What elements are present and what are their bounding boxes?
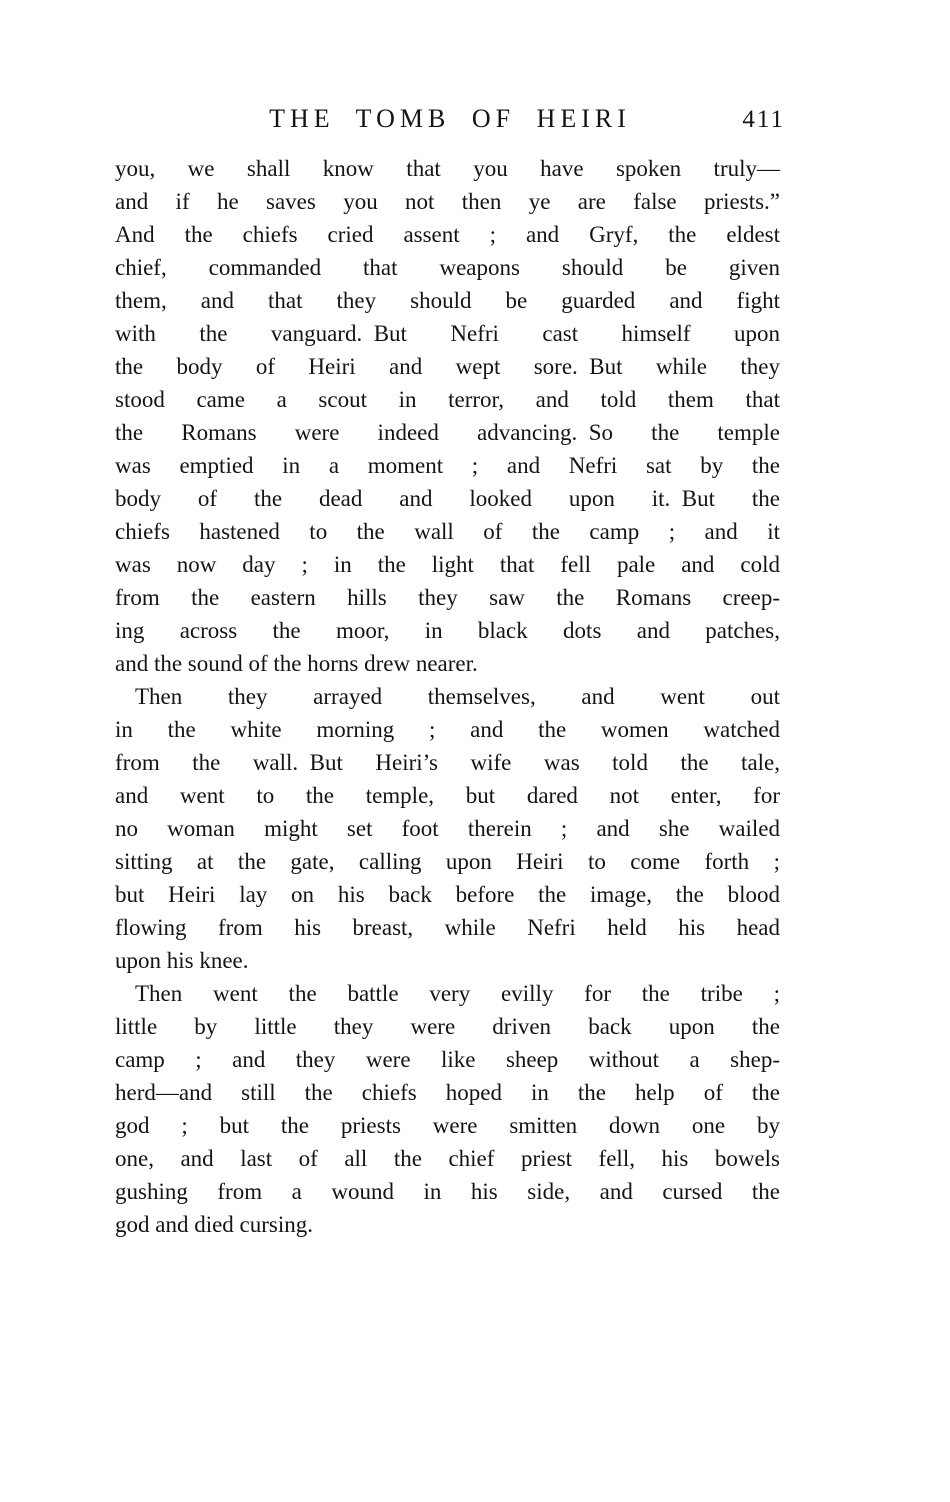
text-line: chief, commanded that weapons should be given <box>115 255 780 280</box>
text-line: you, we shall know that you have spoken truly— <box>115 156 780 181</box>
text-line: the body of Heiri and wept sore. But while they <box>115 354 780 379</box>
text-line: with the vanguard. But Nefri cast himself upon <box>115 321 780 346</box>
text-line: but Heiri lay on his back before the image, the blood <box>115 882 780 907</box>
text-line: was emptied in a moment ; and Nefri sat by the <box>115 453 780 478</box>
text-line: chiefs hastened to the wall of the camp ; and it <box>115 519 780 544</box>
page-header <box>115 102 785 136</box>
text-line: them, and that they should be guarded and fight <box>115 288 780 313</box>
text-line: from the eastern hills they saw the Romans creep- <box>115 585 780 610</box>
text-line: no woman might set foot therein ; and she wailed <box>115 816 780 841</box>
text-line: was now day ; in the light that fell pale and cold <box>115 552 780 577</box>
text-line: from the wall. But Heiri’s wife was told the tale, <box>115 750 780 775</box>
text-line: the Romans were indeed advancing. So the temple <box>115 420 780 445</box>
text-line: god ; but the priests were smitten down one by <box>115 1113 780 1138</box>
running-title: THE TOMB OF HEIRI <box>269 104 631 133</box>
text-line: little by little they were driven back upon the <box>115 1014 780 1039</box>
text-line: god and died cursing. <box>115 1212 314 1237</box>
text-line: Then they arrayed themselves, and went out <box>135 684 780 709</box>
text-line: upon his knee. <box>115 948 249 973</box>
text-line: and the sound of the horns drew nearer. <box>115 651 478 676</box>
text-line: ing across the moor, in black dots and patches, <box>115 618 780 643</box>
text-line: and if he saves you not then ye are false priests.” <box>115 189 780 214</box>
text-line: camp ; and they were like sheep without a shep- <box>115 1047 780 1072</box>
text-line: flowing from his breast, while Nefri held his head <box>115 915 780 940</box>
text-line: in the white morning ; and the women watched <box>115 717 780 742</box>
text-line: one, and last of all the chief priest fell, his bowels <box>115 1146 780 1171</box>
page-number: 411 <box>742 106 785 133</box>
text-line: And the chiefs cried assent ; and Gryf, the eldest <box>115 222 780 247</box>
text-line: herd—and still the chiefs hoped in the help of the <box>115 1080 780 1105</box>
text-line: body of the dead and looked upon it. But the <box>115 486 780 511</box>
text-line: and went to the temple, but dared not enter, for <box>115 783 780 808</box>
text-line: gushing from a wound in his side, and cursed the <box>115 1179 780 1204</box>
text-line: sitting at the gate, calling upon Heiri to come forth ; <box>115 849 780 874</box>
page-body <box>115 152 780 1241</box>
text-line: Then went the battle very evilly for the tribe ; <box>135 981 780 1006</box>
text-line: stood came a scout in terror, and told them that <box>115 387 780 412</box>
